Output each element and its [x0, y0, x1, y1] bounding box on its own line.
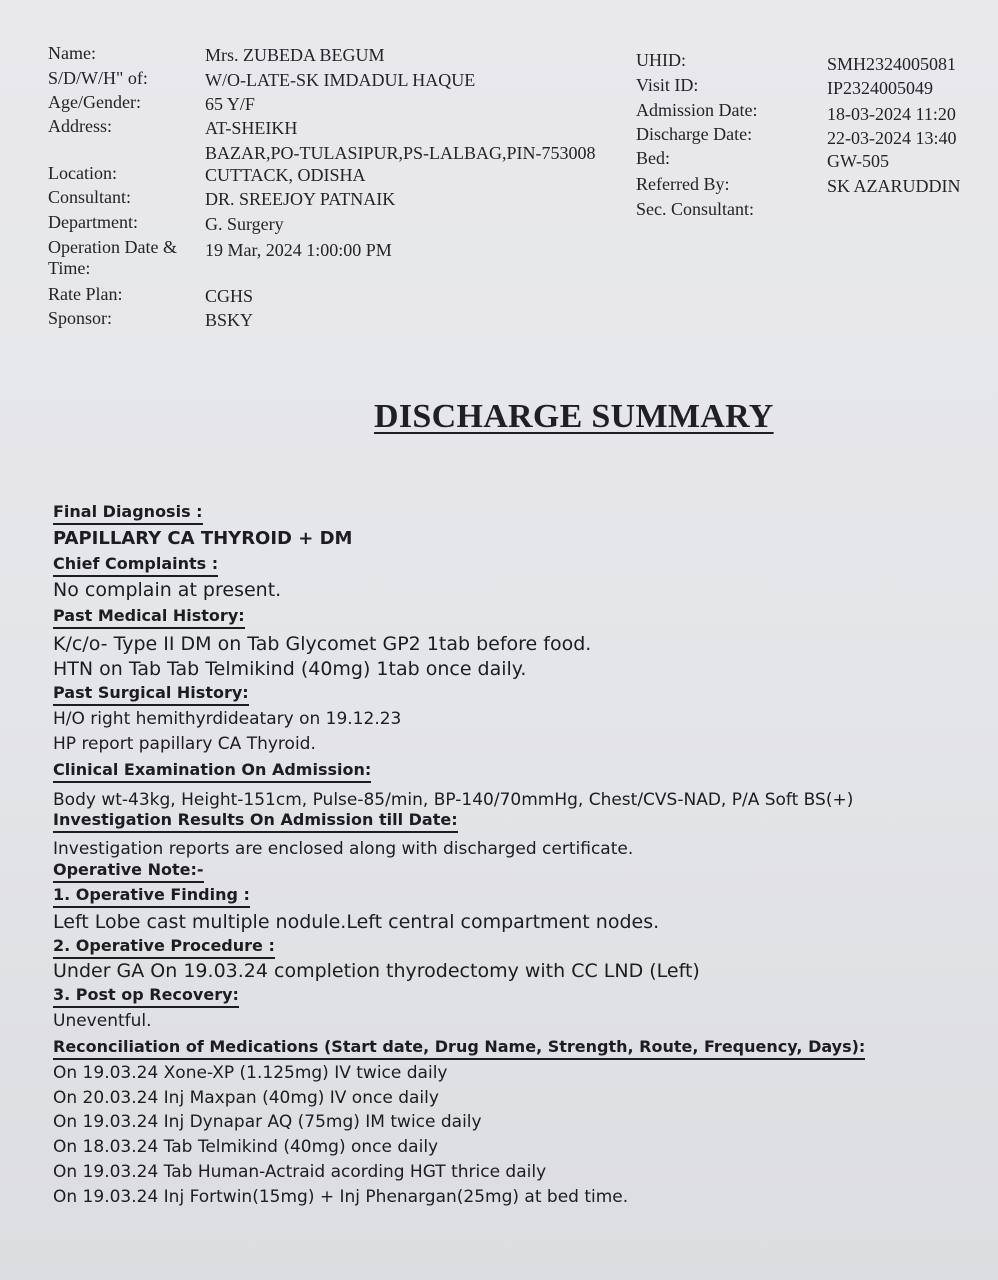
discharge-date-label: Discharge Date:: [636, 124, 753, 144]
consultant-label: Consultant:: [48, 187, 132, 207]
sponsor-label: Sponsor:: [48, 308, 113, 328]
operative-note-heading: Operative Note:-: [53, 860, 204, 883]
page-title: DISCHARGE SUMMARY: [374, 398, 774, 435]
consultant-value: DR. SREEJOY PATNAIK: [205, 189, 396, 209]
post-op-value: Uneventful.: [53, 1011, 152, 1031]
chief-complaints-heading: Chief Complaints :: [53, 554, 218, 577]
bed-label: Bed:: [636, 148, 670, 168]
admission-date-value: 18-03-2024 11:20: [827, 104, 956, 124]
rate-plan-label: Rate Plan:: [48, 284, 123, 304]
final-diagnosis-heading: Final Diagnosis :: [53, 502, 203, 525]
post-op-heading: 3. Post op Recovery:: [53, 985, 239, 1008]
reconciliation-heading: Reconciliation of Medications (Start date, Drug Name, Strength, Route, Frequency, Days):: [53, 1037, 865, 1060]
sec-consultant-label: Sec. Consultant:: [636, 199, 754, 219]
name-label: Name:: [48, 43, 96, 63]
operative-procedure-heading: 2. Operative Procedure :: [53, 936, 275, 959]
operative-finding-heading: 1. Operative Finding :: [53, 885, 250, 908]
referred-by-label: Referred By:: [636, 174, 730, 194]
age-gender-label: Age/Gender:: [48, 92, 141, 112]
clinical-exam-value: Body wt-43kg, Height-151cm, Pulse-85/min, BP-140/70mmHg, Chest/CVS-NAD, P/A Soft BS(+): [53, 790, 854, 810]
past-medical-line-2: HTN on Tab Tab Telmikind (40mg) 1tab once daily.: [53, 658, 527, 680]
investigation-heading: Investigation Results On Admission till Date:: [53, 810, 458, 833]
address-label: Address:: [48, 116, 112, 136]
operative-finding-value: Left Lobe cast multiple nodule.Left central compartment nodes.: [53, 911, 660, 933]
operation-time-label: Time:: [48, 258, 91, 278]
medication-item: On 20.03.24 Inj Maxpan (40mg) IV once daily: [53, 1088, 439, 1108]
medication-item: On 19.03.24 Inj Fortwin(15mg) + Inj Phenargan(25mg) at bed time.: [53, 1187, 629, 1207]
past-surgical-heading: Past Surgical History:: [53, 683, 249, 706]
medication-item: On 19.03.24 Tab Human-Actraid acording HGT thrice daily: [53, 1162, 547, 1182]
uhid-value: SMH2324005081: [827, 54, 957, 74]
investigation-value: Investigation reports are enclosed along with discharged certificate.: [53, 839, 634, 859]
medication-item: On 19.03.24 Inj Dynapar AQ (75mg) IM twice daily: [53, 1112, 482, 1132]
clinical-exam-heading: Clinical Examination On Admission:: [53, 760, 371, 783]
discharge-date-value: 22-03-2024 13:40: [827, 128, 957, 148]
patient-name: Mrs. ZUBEDA BEGUM: [205, 45, 385, 65]
sponsor-value: BSKY: [205, 310, 254, 330]
medication-item: On 19.03.24 Xone-XP (1.125mg) IV twice daily: [53, 1063, 448, 1083]
department-value: G. Surgery: [205, 214, 284, 234]
admission-date-label: Admission Date:: [636, 100, 758, 120]
medication-item: On 18.03.24 Tab Telmikind (40mg) once daily: [53, 1137, 439, 1157]
final-diagnosis-value: PAPILLARY CA THYROID + DM: [53, 528, 353, 549]
bed-value: GW-505: [827, 151, 889, 171]
past-surgical-line-1: H/O right hemithyrdideatary on 19.12.23: [53, 709, 402, 729]
visit-id-value: IP2324005049: [827, 78, 934, 98]
location-label: Location:: [48, 163, 117, 183]
visit-id-label: Visit ID:: [636, 75, 699, 95]
chief-complaints-value: No complain at present.: [53, 579, 282, 601]
past-medical-heading: Past Medical History:: [53, 606, 245, 629]
department-label: Department:: [48, 212, 138, 232]
rate-plan-value: CGHS: [205, 286, 254, 306]
address-line-1: AT-SHEIKH: [205, 118, 298, 138]
operation-date-label: Operation Date &: [48, 237, 177, 257]
referred-by-value: SK AZARUDDIN: [827, 176, 961, 196]
relation-value: W/O-LATE-SK IMDADUL HAQUE: [205, 70, 476, 90]
address-line-2: BAZAR,PO-TULASIPUR,PS-LALBAG,PIN-753008: [205, 143, 596, 163]
uhid-label: UHID:: [636, 50, 686, 70]
operation-date-value: 19 Mar, 2024 1:00:00 PM: [205, 240, 392, 260]
relation-label: S/D/W/H" of:: [48, 68, 148, 88]
past-medical-line-1: K/c/o- Type II DM on Tab Glycomet GP2 1tab before food.: [53, 633, 592, 655]
operative-procedure-value: Under GA On 19.03.24 completion thyrodectomy with CC LND (Left): [53, 960, 700, 982]
age-gender-value: 65 Y/F: [205, 94, 255, 114]
past-surgical-line-2: HP report papillary CA Thyroid.: [53, 734, 316, 754]
location-value: CUTTACK, ODISHA: [205, 165, 366, 185]
